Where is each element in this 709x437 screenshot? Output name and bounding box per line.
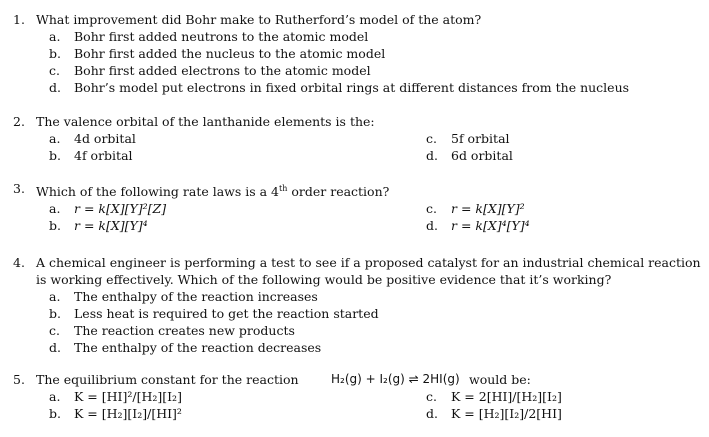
rate-law-text: r = k[X][Y]⁴ [74, 218, 148, 234]
option-letter: c. [426, 201, 437, 217]
option-d[interactable] [390, 147, 513, 164]
question-number: 1. [13, 12, 25, 27]
option-b[interactable] [13, 45, 703, 62]
option-b[interactable] [13, 305, 703, 322]
option-text: 4d orbital [74, 131, 136, 146]
question-text: What improvement did Bohr make to Rutherford’s model of the atom? [36, 12, 482, 27]
option-a[interactable] [13, 130, 136, 147]
question-1 [13, 11, 703, 96]
option-text: Bohr first added neutrons to the atomic model [74, 29, 369, 44]
option-letter: c. [426, 131, 437, 146]
option-c[interactable] [390, 200, 530, 217]
option-letter: d. [426, 218, 438, 234]
question-number: 2. [13, 114, 25, 129]
option-text: The enthalpy of the reaction increases [74, 289, 318, 304]
question-number: 3. [13, 181, 25, 196]
option-a[interactable] [13, 288, 703, 305]
rate-law-text: r = k[X][Y]² [451, 201, 525, 217]
option-text: Less heat is required to get the reaction started [74, 306, 379, 321]
reaction-equation: H₂(g) + I₂(g) ⇌ 2HI(g) [331, 372, 460, 386]
option-text: 5f orbital [451, 131, 510, 146]
question-text-end: would be: [469, 372, 531, 387]
option-letter: b. [49, 148, 61, 163]
option-a[interactable] [13, 28, 703, 45]
option-text: Bohr first added electrons to the atomic model [74, 63, 371, 78]
question-text: A chemical engineer is performing a test to see if a proposed catalyst for an industrial chemical reaction is working effectively. Which of the following would be positive evidence that it’s working? [36, 255, 701, 287]
option-text: K = [HI]²/[H₂][I₂] [74, 389, 182, 404]
question-3 [13, 180, 703, 234]
option-c[interactable] [13, 322, 703, 339]
option-b[interactable] [13, 217, 166, 234]
question-number: 4. [13, 255, 25, 270]
option-letter: d. [49, 80, 61, 95]
option-d[interactable] [390, 405, 562, 422]
option-c[interactable] [390, 130, 513, 147]
option-text: The reaction creates new products [74, 323, 295, 338]
option-letter: a. [49, 201, 61, 217]
question-5 [13, 371, 703, 422]
option-text: Bohr first added the nucleus to the atomic model [74, 46, 386, 61]
option-text: 4f orbital [74, 148, 133, 163]
rate-law-text: r = k[X][Y]²[Z] [74, 201, 167, 217]
option-letter: b. [49, 406, 61, 421]
option-letter: b. [49, 46, 61, 61]
question-text: The valence orbital of the lanthanide elements is the: [36, 114, 375, 129]
option-text: Bohr’s model put electrons in fixed orbital rings at different distances from the nucleus [74, 80, 630, 95]
question-number: 5. [13, 372, 25, 387]
option-letter: b. [49, 218, 61, 234]
option-text: K = [H₂][I₂]/2[HI] [451, 406, 562, 421]
option-letter: c. [49, 63, 60, 78]
rate-law-text: r = k[X]⁴[Y]⁴ [451, 218, 530, 234]
option-letter: c. [49, 323, 60, 338]
option-letter: b. [49, 306, 61, 321]
option-b[interactable] [13, 405, 182, 422]
option-letter: d. [426, 406, 438, 421]
option-letter: c. [426, 389, 437, 404]
option-letter: a. [49, 389, 61, 404]
question-text: Which of the following rate laws is a 4th order reaction? [36, 184, 390, 200]
option-letter: a. [49, 131, 61, 146]
option-d[interactable] [13, 339, 703, 356]
option-text: 6d orbital [451, 148, 513, 163]
option-letter: d. [49, 340, 61, 355]
option-c[interactable] [13, 62, 703, 79]
option-c[interactable] [390, 388, 562, 405]
question-2 [13, 113, 703, 164]
option-letter: d. [426, 148, 438, 163]
option-a[interactable] [13, 388, 182, 405]
option-text: K = 2[HI]/[H₂][I₂] [451, 389, 562, 404]
option-d[interactable] [13, 79, 703, 96]
option-text: The enthalpy of the reaction decreases [74, 340, 322, 355]
option-letter: a. [49, 29, 61, 44]
option-letter: a. [49, 289, 61, 304]
option-text: K = [H₂][I₂]/[HI]² [74, 406, 182, 421]
question-4 [13, 254, 703, 356]
option-b[interactable] [13, 147, 136, 164]
option-a[interactable] [13, 200, 166, 217]
question-text: The equilibrium constant for the reaction [36, 372, 299, 387]
option-d[interactable] [390, 217, 530, 234]
